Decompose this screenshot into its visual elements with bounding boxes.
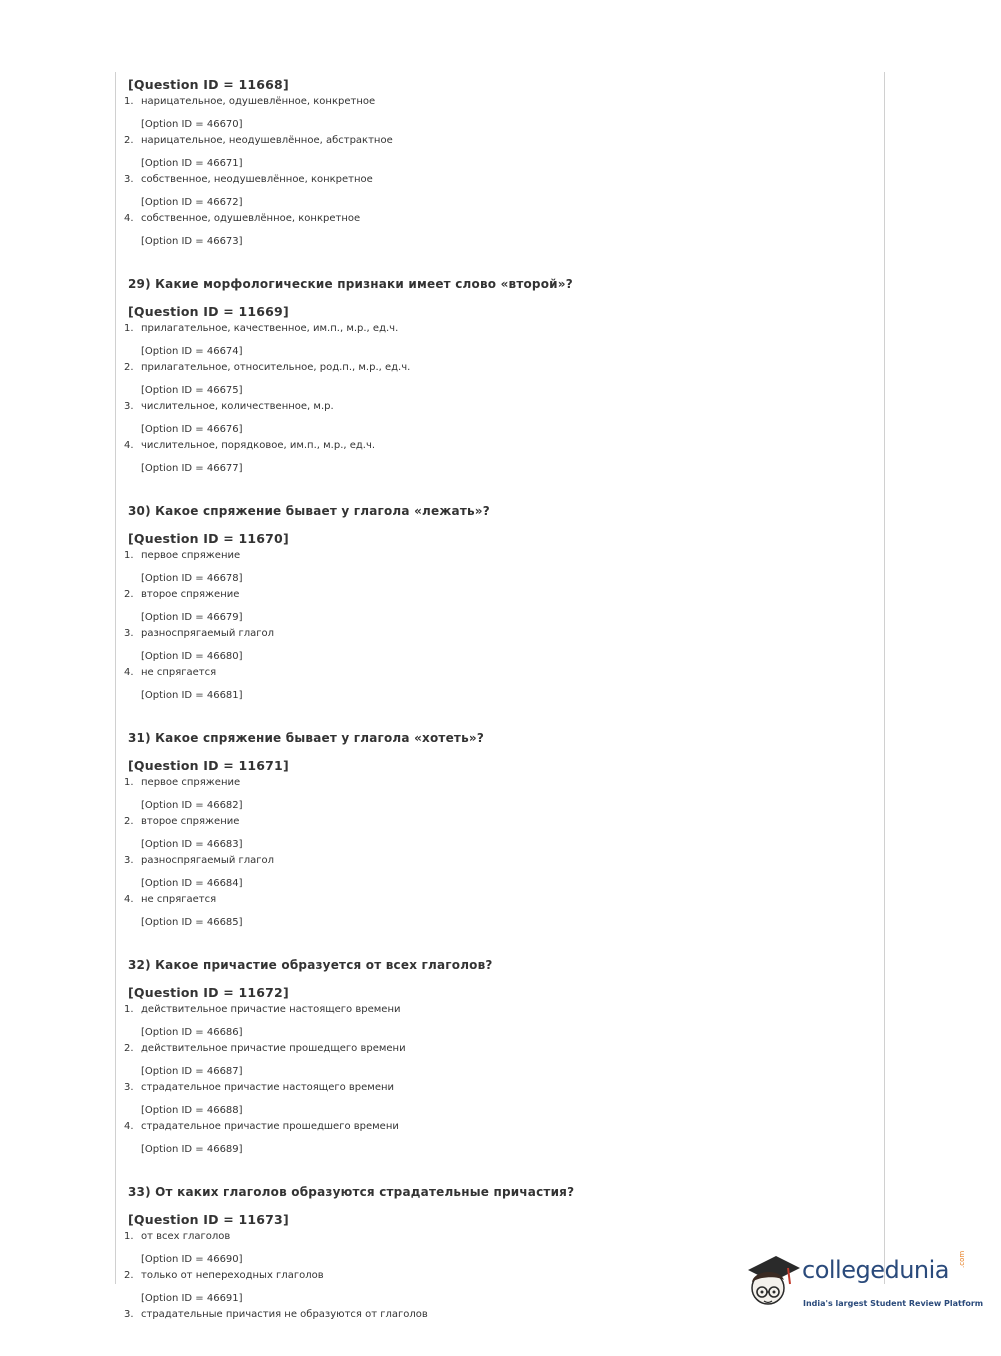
left-margin-rule <box>115 72 116 1284</box>
option-id: [Option ID = 46691] <box>141 1293 243 1304</box>
option-number: 1. <box>124 550 134 561</box>
question-block <box>124 958 864 1156</box>
answer-option <box>124 628 864 640</box>
answer-option <box>124 440 864 452</box>
option-text: не спрягается <box>141 894 217 905</box>
option-id: [Option ID = 46671] <box>141 158 243 169</box>
answer-option <box>124 1004 864 1016</box>
question-title: 30) Какое спряжение бывает у глагола «лежать»? <box>128 504 490 518</box>
option-id: [Option ID = 46690] <box>141 1254 243 1265</box>
option-number: 2. <box>124 816 134 827</box>
option-id: [Option ID = 46670] <box>141 119 243 130</box>
mascot-icon <box>742 1248 800 1310</box>
question-title: 29) Какие морфологические признаки имеет слово «второй»? <box>128 277 573 291</box>
option-text: собственное, одушевлённое, конкретное <box>141 213 361 224</box>
question-block <box>124 277 864 475</box>
option-text: только от непереходных глаголов <box>141 1270 324 1281</box>
question-id: [Question ID = 11673] <box>128 1212 289 1227</box>
option-text: страдательное причастие прошедшего времени <box>141 1121 399 1132</box>
option-number: 1. <box>124 777 134 788</box>
option-id: [Option ID = 46678] <box>141 573 243 584</box>
question-id: [Question ID = 11671] <box>128 758 289 773</box>
option-id: [Option ID = 46686] <box>141 1027 243 1038</box>
option-id: [Option ID = 46675] <box>141 385 243 396</box>
option-id: [Option ID = 46672] <box>141 197 243 208</box>
option-text: от всех глаголов <box>141 1231 231 1242</box>
option-number: 3. <box>124 174 134 185</box>
collegedunia-logo <box>742 1248 984 1318</box>
answer-option <box>124 96 864 108</box>
option-text: собственное, неодушевлённое, конкретное <box>141 174 373 185</box>
option-number: 4. <box>124 440 134 451</box>
option-number: 1. <box>124 1231 134 1242</box>
answer-option <box>124 174 864 186</box>
answer-option <box>124 323 864 335</box>
option-number: 1. <box>124 323 134 334</box>
option-text: второе спряжение <box>141 816 240 827</box>
option-id: [Option ID = 46677] <box>141 463 243 474</box>
option-text: числительное, порядковое, им.п., м.р., ед.ч. <box>141 440 376 451</box>
answer-option <box>124 1121 864 1133</box>
option-number: 4. <box>124 894 134 905</box>
option-text: разноспрягаемый глагол <box>141 855 275 866</box>
option-text: не спрягается <box>141 667 217 678</box>
answer-option <box>124 362 864 374</box>
option-number: 1. <box>124 1004 134 1015</box>
question-id: [Question ID = 11669] <box>128 304 289 319</box>
option-number: 2. <box>124 1043 134 1054</box>
option-id: [Option ID = 46687] <box>141 1066 243 1077</box>
answer-option <box>124 1043 864 1055</box>
option-text: действительное причастие прошедщего времени <box>141 1043 406 1054</box>
option-text: нарицательное, одушевлённое, конкретное <box>141 96 376 107</box>
option-id: [Option ID = 46681] <box>141 690 243 701</box>
option-id: [Option ID = 46679] <box>141 612 243 623</box>
answer-option <box>124 135 864 147</box>
answer-option <box>124 894 864 906</box>
option-text: первое спряжение <box>141 777 241 788</box>
option-number: 3. <box>124 1082 134 1093</box>
option-number: 2. <box>124 589 134 600</box>
answer-option <box>124 589 864 601</box>
question-list <box>124 77 864 1321</box>
option-id: [Option ID = 46685] <box>141 917 243 928</box>
option-text: страдательные причастия не образуются от глаголов <box>141 1309 428 1320</box>
option-id: [Option ID = 46674] <box>141 346 243 357</box>
option-id: [Option ID = 46682] <box>141 800 243 811</box>
option-text: прилагательное, качественное, им.п., м.р., ед.ч. <box>141 323 399 334</box>
question-block <box>124 731 864 929</box>
answer-option <box>124 1231 864 1243</box>
option-text: второе спряжение <box>141 589 240 600</box>
answer-option <box>124 1082 864 1094</box>
question-id: [Question ID = 11668] <box>128 77 289 92</box>
logo-tagline: India's largest Student Review Platform <box>803 1299 984 1308</box>
question-id: [Question ID = 11672] <box>128 985 289 1000</box>
option-number: 3. <box>124 401 134 412</box>
question-block <box>124 77 864 248</box>
option-id: [Option ID = 46683] <box>141 839 243 850</box>
option-id: [Option ID = 46680] <box>141 651 243 662</box>
option-number: 3. <box>124 855 134 866</box>
option-text: числительное, количественное, м.р. <box>141 401 334 412</box>
answer-option <box>124 550 864 562</box>
option-text: разноспрягаемый глагол <box>141 628 275 639</box>
answer-option <box>124 816 864 828</box>
question-id: [Question ID = 11670] <box>128 531 289 546</box>
option-id: [Option ID = 46676] <box>141 424 243 435</box>
answer-option <box>124 401 864 413</box>
option-number: 4. <box>124 213 134 224</box>
option-number: 1. <box>124 96 134 107</box>
option-text: действительное причастие настоящего времени <box>141 1004 401 1015</box>
option-number: 2. <box>124 135 134 146</box>
option-number: 3. <box>124 628 134 639</box>
option-id: [Option ID = 46673] <box>141 236 243 247</box>
question-block <box>124 504 864 702</box>
answer-option <box>124 667 864 679</box>
option-number: 2. <box>124 1270 134 1281</box>
answer-option <box>124 855 864 867</box>
logo-domain-suffix: .com <box>958 1250 966 1268</box>
option-number: 2. <box>124 362 134 373</box>
option-number: 4. <box>124 1121 134 1132</box>
answer-option <box>124 213 864 225</box>
right-margin-rule <box>884 72 885 1284</box>
option-id: [Option ID = 46684] <box>141 878 243 889</box>
logo-wordmark: collegedunia <box>802 1256 950 1284</box>
option-text: первое спряжение <box>141 550 241 561</box>
option-number: 3. <box>124 1309 134 1320</box>
option-number: 4. <box>124 667 134 678</box>
option-text: прилагательное, относительное, род.п., м.р., ед.ч. <box>141 362 411 373</box>
option-id: [Option ID = 46688] <box>141 1105 243 1116</box>
question-title: 31) Какое спряжение бывает у глагола «хотеть»? <box>128 731 484 745</box>
answer-option <box>124 777 864 789</box>
question-title: 33) От каких глаголов образуются страдательные причастия? <box>128 1185 575 1199</box>
option-id: [Option ID = 46689] <box>141 1144 243 1155</box>
option-text: страдательное причастие настоящего времени <box>141 1082 395 1093</box>
option-text: нарицательное, неодушевлённое, абстрактное <box>141 135 393 146</box>
question-title: 32) Какое причастие образуется от всех глаголов? <box>128 958 493 972</box>
